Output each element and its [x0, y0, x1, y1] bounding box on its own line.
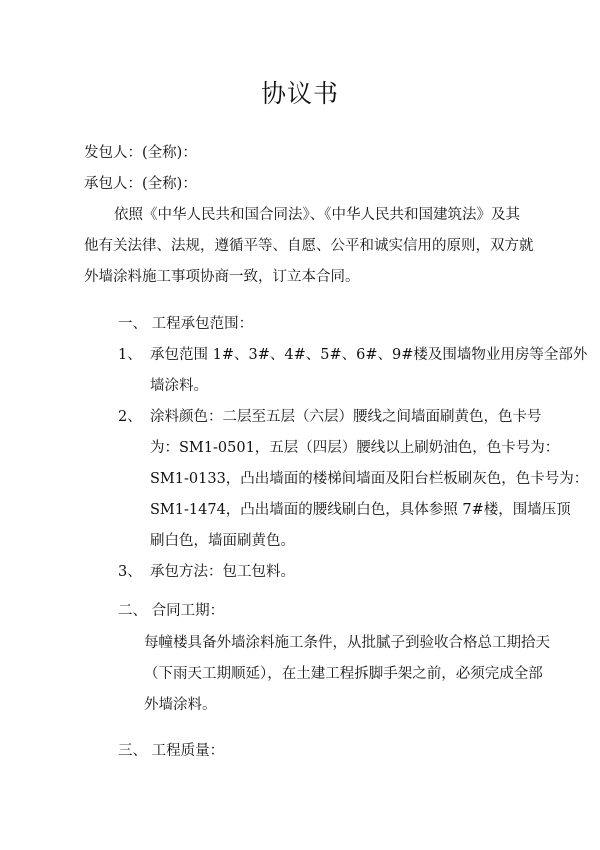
- item-1-line-1: 承包范围 1#、3#、4#、5#、6#、9#楼及围墙物业用房等全部外: [150, 347, 588, 363]
- item-3-number: 3、: [118, 564, 142, 580]
- item-2-line-1: 涂料颜色：二层至五层（六层）腰线之间墙面刷黄色，色卡号: [150, 409, 542, 425]
- employer-line: 发包人：(全称)：: [84, 145, 197, 161]
- section-1-heading: 一、 工程承包范围：: [118, 316, 254, 332]
- item-1-line-2: 墙涂料。: [150, 378, 208, 394]
- item-2-line-4: SM1-1474，凸出墙面的腰线刷白色，具体参照 7#楼，围墙压顶: [150, 502, 571, 518]
- section-3-heading: 三、 工程质量：: [118, 743, 225, 759]
- intro-line-1: 依照《中华人民共和国合同法》、《中华人民共和国建筑法》及其: [114, 207, 520, 223]
- document-title: 协议书: [260, 79, 339, 108]
- item-2-line-2: 为：SM1-0501，五层（四层）腰线以上刷奶油色，色卡号为：: [150, 440, 560, 456]
- item-2-line-3: SM1-0133，凸出墙面的楼梯间墙面及阳台栏板刷灰色，色卡号为：: [150, 471, 589, 487]
- intro-line-3: 外墙涂料施工事项协商一致，订立本合同。: [84, 269, 360, 285]
- intro-line-2: 他有关法律、法规，遵循平等、自愿、公平和诚实信用的原则，双方就: [84, 238, 534, 254]
- section-2-line-3: 外墙涂料。: [144, 697, 217, 713]
- item-2-line-5: 刷白色，墙面刷黄色。: [150, 533, 295, 549]
- contractor-line: 承包人：(全称)：: [84, 176, 197, 192]
- section-2-line-2: （下雨天工期顺延），在土建工程拆脚手架之前，必须完成全部: [144, 666, 543, 682]
- item-1-number: 1、: [118, 347, 142, 363]
- section-2-heading: 二、 合同工期：: [118, 603, 225, 619]
- item-2-number: 2、: [118, 409, 142, 425]
- section-2-line-1: 每幢楼具备外墙涂料施工条件，从批腻子到验收合格总工期拾天: [144, 635, 550, 651]
- item-3-line-1: 承包方法：包工包料。: [150, 564, 295, 580]
